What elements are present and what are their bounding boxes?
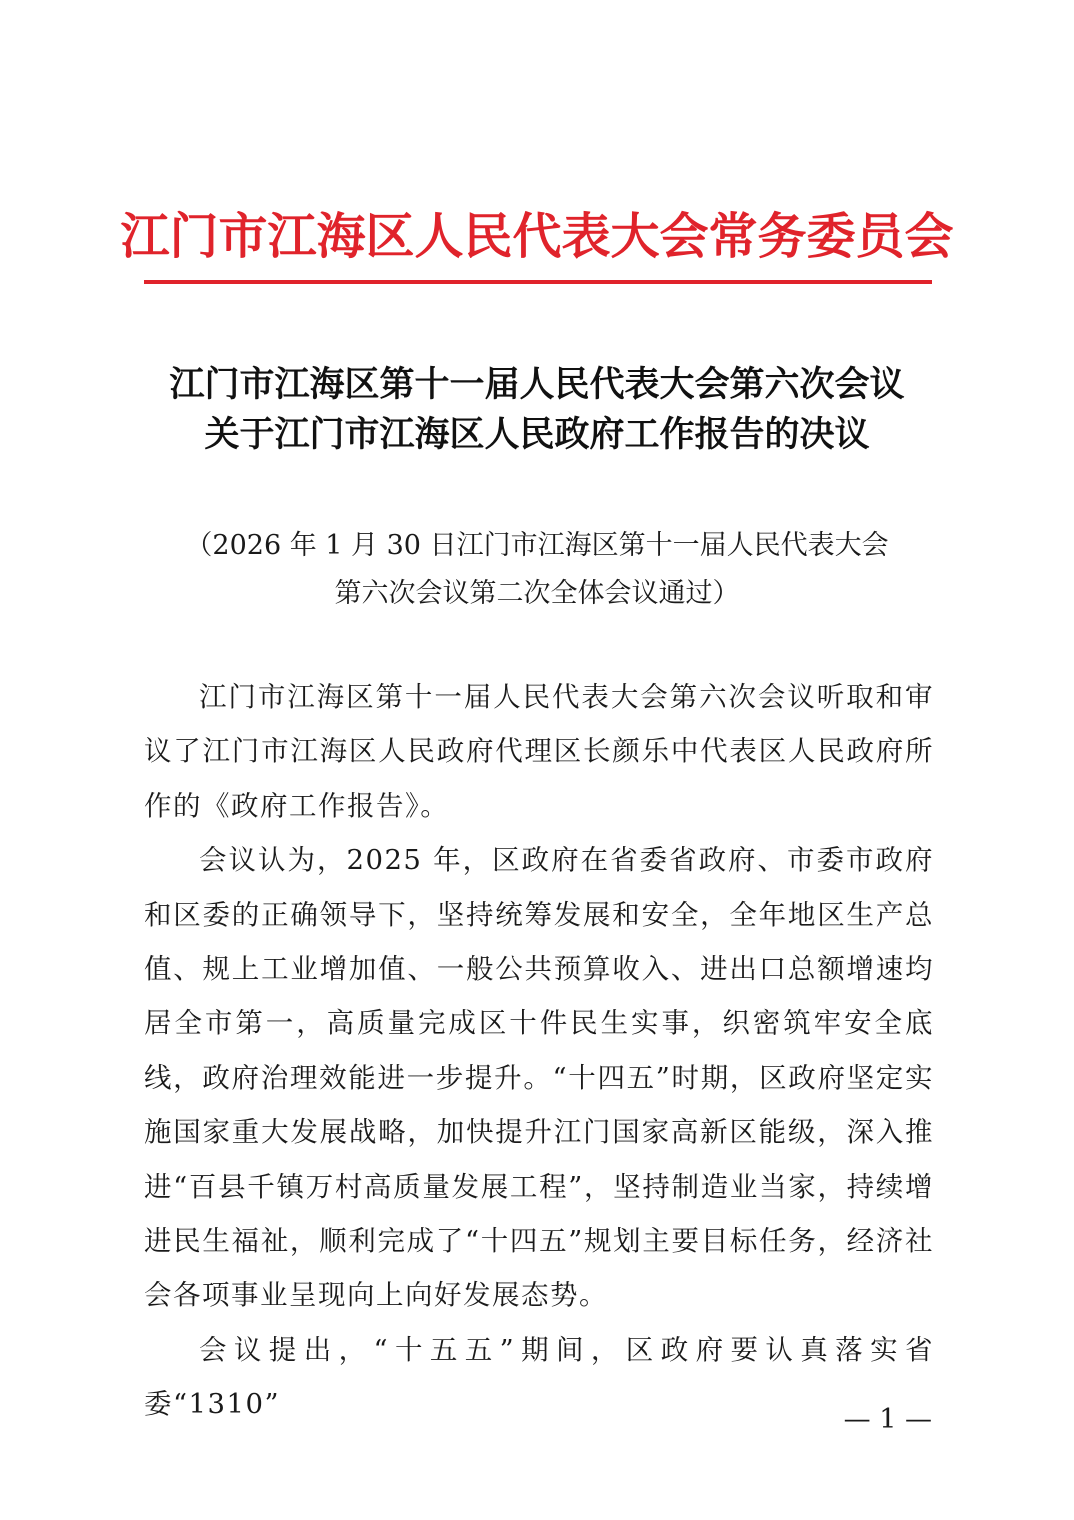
- document-body: [144, 670, 934, 1432]
- body-paragraph-1: 江门市江海区第十一届人民代表大会第六次会议听取和审议了江门市江海区人民政府代理区长颜乐中代表区人民政府所作的《政府工作报告》。: [144, 681, 934, 822]
- adoption-note-line-2: 第六次会议第二次全体会议通过）: [334, 578, 740, 609]
- document-title: [0, 360, 1074, 460]
- document-title-line-1: 江门市江海区第十一届人民代表大会第六次会议: [169, 364, 905, 405]
- issuer-masthead: 江门市江海区人民代表大会常务委员会: [120, 207, 954, 265]
- body-paragraph-3: 会议提出，“十五五”期间，区政府要认真落实省委“1310”: [144, 1333, 934, 1421]
- adoption-note: [0, 522, 1074, 618]
- red-divider-rule: [144, 280, 932, 284]
- adoption-note-line-1: （2026 年 1 月 30 日江门市江海区第十一届人民代表大会: [185, 530, 889, 561]
- page-number: — 1 —: [843, 1404, 932, 1435]
- body-paragraph-2: 会议认为，2025 年，区政府在省委省政府、市委市政府和区委的正确领导下，坚持统筹发展和安全，全年地区生产总值、规上工业增加值、一般公共预算收入、进出口总额增速均居全市第一，高质量完成区十件民生实事，织密筑牢安全底线，政府治理效能进一步提升。“十四五”时期，区政府坚定实施国家重大发展战略，加快提升江门国家高新区能级，深入推进“百县千镇万村高质量发展工程”，坚持制造业当家，持续增进民生福祉，顺利完成了“十四五”规划主要目标任务，经济社会各项事业呈现向上向好发展态势。: [144, 844, 934, 1312]
- document-title-line-2: 关于江门市江海区人民政府工作报告的决议: [204, 414, 870, 455]
